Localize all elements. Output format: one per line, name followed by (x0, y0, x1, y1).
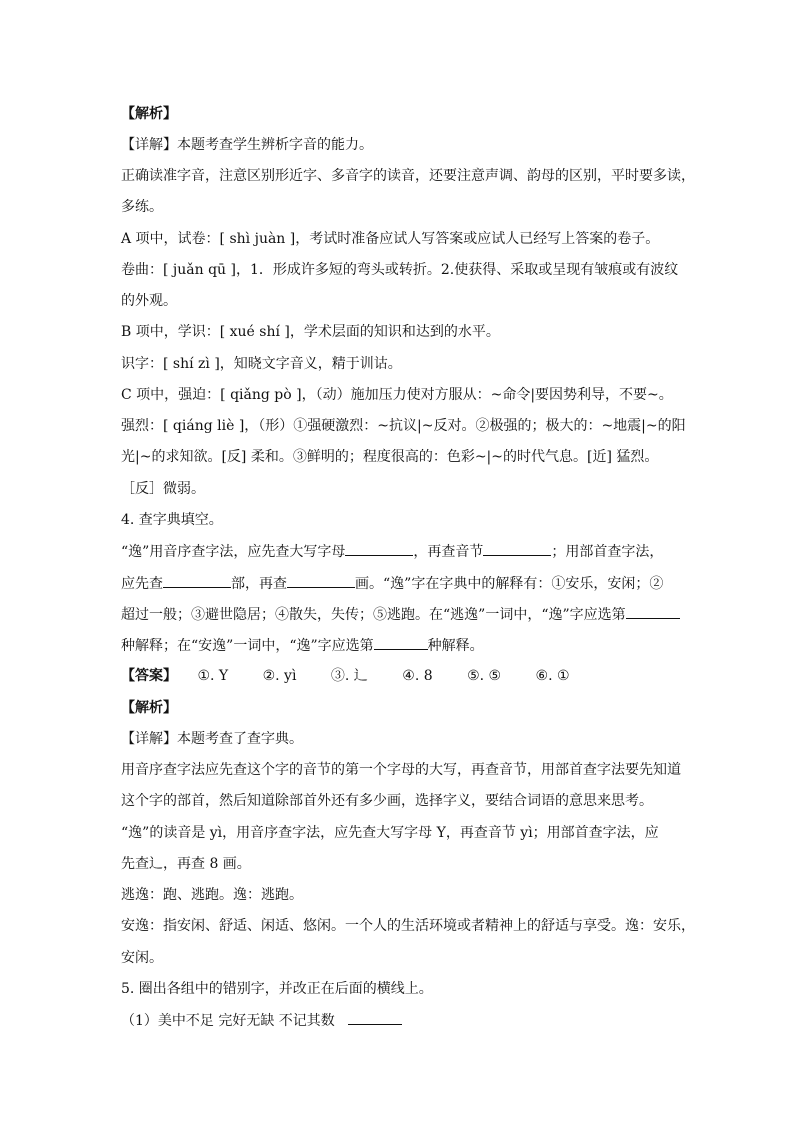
question-5-item: （1）美中不足 完好无缺 不记其数 (121, 1010, 402, 1031)
question-4-line: 种解释；在“安逸”一词中，“逸”字应选第 种解释。 (121, 635, 484, 656)
xiangjie-line-2: 【详解】本题考查了查字典。 (121, 731, 303, 747)
answer-blank (626, 604, 680, 619)
question-5-title: 5. 圈出各组中的错别字，并改正在后面的横线上。 (121, 981, 433, 997)
option-c-line: 强烈：[ qiáng liè ]，（形）①强硬激烈：~抗议|~反对。②极强的；极大的：~地震|~的阳 (121, 418, 686, 434)
answer-blank (374, 635, 428, 650)
jiexi-heading-1: 【解析】 (121, 106, 177, 122)
answer-item: ③. 辶 (330, 668, 368, 684)
answer-blank (287, 573, 355, 588)
answer-item: ②. yì (262, 668, 297, 684)
question-4-line: 应先查 部，再查 画。“逸”字在字典中的解释有：①安乐，安闲；② (121, 573, 663, 594)
xiangjie-line-1: 【详解】本题考查学生辨析字音的能力。 (121, 137, 373, 153)
option-a-line: 的外观。 (121, 293, 177, 309)
answer-blank (483, 541, 551, 556)
answer-item: ⑤. ⑤ (467, 668, 502, 684)
option-c-line: ［反］微弱。 (121, 481, 205, 497)
paragraph-line: 正确读准字音，注意区别形近字、多音字的读音，还要注意声调、韵母的区别，平时要多读， (121, 168, 695, 184)
option-c-line: C 项中，强迫：[ qiǎng pò ]，（动）施加压力使对方服从：~命令|要因势利导，不要~。 (121, 387, 673, 403)
option-c-line: 光|~的求知欲。[反] 柔和。③鲜明的；程度很高的：色彩~|~的时代气息。[近] 猛烈。 (121, 449, 659, 465)
answer-blank (163, 573, 231, 588)
option-b-line: 识字：[ shí zì ]，知晓文字音义，精于训诂。 (121, 356, 402, 372)
question-4-line: “逸”用音序查字法，应先查大写字母 ，再查音节 ；用部首查字法， (121, 541, 663, 562)
option-a-line: 卷曲：[ juǎn qū ]，1．形成许多短的弯头或转折。2.使获得、采取或呈现有皱痕或有波纹 (121, 262, 679, 278)
answer-label: 【答案】 (121, 668, 177, 684)
answer-item: ⑥. ① (535, 668, 570, 684)
answer-blank (348, 1010, 402, 1025)
paragraph-line: 多练。 (121, 199, 163, 215)
paragraph-line: 安闲。 (121, 950, 163, 966)
answer-item: ④. 8 (402, 668, 433, 684)
answer-item: ①. Y (197, 668, 229, 684)
paragraph-line: 用音序查字法应先查这个字的音节的第一个字母的大写，再查音节，用部首查字法要先知道 (121, 762, 681, 778)
paragraph-line: “逸”的读音是 yì，用音序查字法，应先查大写字母 Y，再查音节 yì；用部首查字法，应 (121, 825, 659, 841)
option-b-line: B 项中，学识：[ xué shí ]，学术层面的知识和达到的水平。 (121, 324, 500, 340)
paragraph-line: 安逸：指安闲、舒适、闲适、悠闲。一个人的生活环境或者精神上的舒适与享受。逸：安乐， (121, 918, 695, 934)
jiexi-heading-2: 【解析】 (121, 700, 177, 716)
paragraph-line: 这个字的部首，然后知道除部首外还有多少画，选择字义，要结合词语的意思来思考。 (121, 793, 653, 809)
question-4-title: 4. 查字典填空。 (121, 512, 223, 528)
answer-line (121, 666, 600, 686)
paragraph-line: 先查辶，再查 8 画。 (121, 856, 251, 872)
question-4-line: 超过一般；③避世隐居；④散失，失传；⑤逃跑。在“逃逸”一词中，“逸”字应选第 (121, 604, 680, 625)
paragraph-line: 逃逸：跑、逃跑。逸：逃跑。 (121, 887, 303, 903)
option-a-line: A 项中，试卷：[ shì juàn ]，考试时准备应试人写答案或应试人已经写上答案的卷子。 (121, 231, 660, 247)
answer-blank (345, 541, 413, 556)
